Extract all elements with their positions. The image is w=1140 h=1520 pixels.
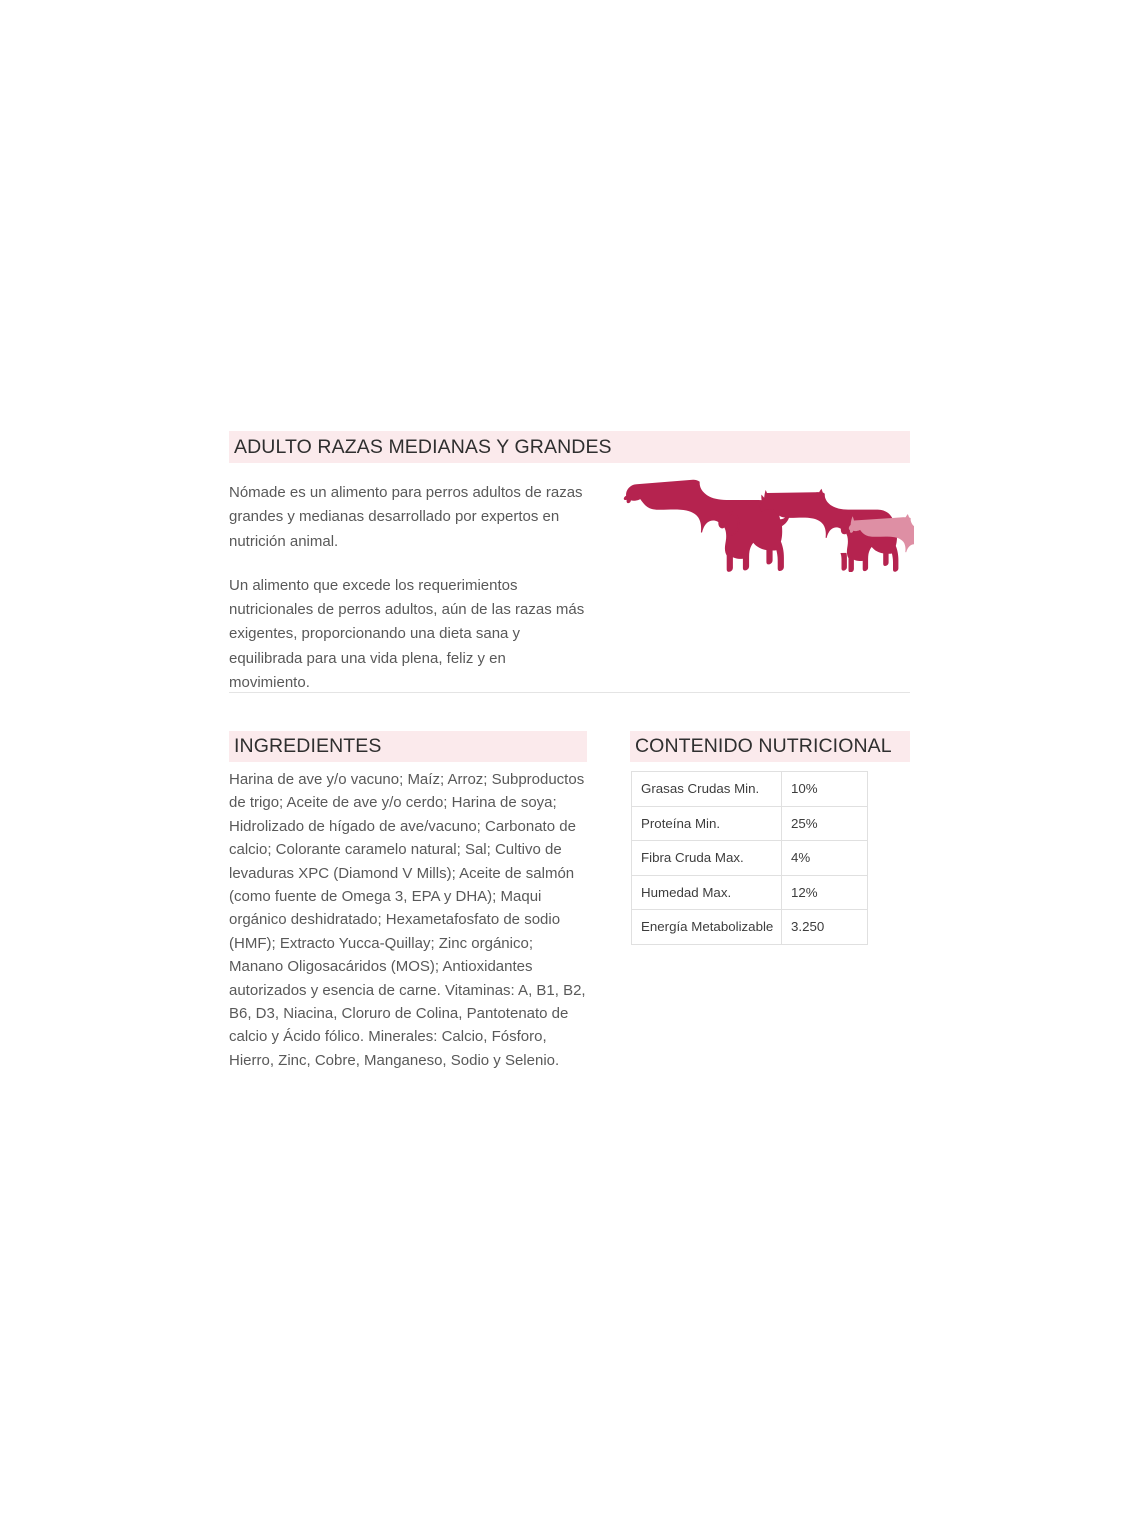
nutrient-label: Grasas Crudas Min. [632,772,782,807]
page-title: ADULTO RAZAS MEDIANAS Y GRANDES [234,435,612,458]
intro-paragraph-1: Nómade es un alimento para perros adultos de razas grandes y medianas desarrollado por expertos en nutrición animal. [229,484,583,550]
table-row [632,841,868,876]
table-row [632,806,868,841]
ingredients-text: Harina de ave y/o vacuno; Maíz; Arroz; Subproductos de trigo; Aceite de ave y/o cerdo; Harina de soya; Hidrolizado de hígado de ave/vacuno; Carbonato de calcio; Colorante caramelo natural; Sal; Cultivo de levaduras XPC (Diamond V Mills); Aceite de salmón (como fuente de Omega 3, EPA y DHA); Maqui orgánico deshidratado; Hexametafosfato de sodio (HMF); Extracto Yucca-Quillay; Zinc orgánico; Manano Oligosacáridos (MOS); Antioxidantes autorizados y esencia de carne. Vitaminas: A, B1, B2, B6, D3, Niacina, Cloruro de Colina, Pantotenato de calcio y Ácido fólico. Minerales: Calcio, Fósforo, Hierro, Zinc, Cobre, Manganeso, Sodio y Selenio. [229,771,586,1069]
nutrition-section-header [630,731,910,762]
main-section-header [229,431,910,463]
dog-size-comparison-illustration [618,472,914,572]
nutrient-label: Fibra Cruda Max. [632,841,782,876]
nutrition-table [631,771,868,945]
section-divider [229,692,910,693]
nutrient-label: Proteína Min. [632,806,782,841]
nutrient-value: 25% [782,806,868,841]
nutrition-title: CONTENIDO NUTRICIONAL [635,735,892,757]
table-row [632,875,868,910]
nutrient-value: 3.250 [782,910,868,945]
nutrition-table-body [632,772,868,945]
ingredients-section-header [229,731,587,762]
ingredients-title: INGREDIENTES [234,735,382,757]
nutrient-value: 10% [782,772,868,807]
nutrient-value: 4% [782,841,868,876]
nutrient-value: 12% [782,875,868,910]
intro-text-column [229,481,589,695]
nutrient-label: Humedad Max. [632,875,782,910]
table-row [632,772,868,807]
nutrient-label: Energía Metabolizable [632,910,782,945]
table-row [632,910,868,945]
intro-paragraph-2: Un alimento que excede los requerimientos nutricionales de perros adultos, aún de las razas más exigentes, proporcionando una dieta sana y equilibrada para una vida plena, feliz y en movimiento. [229,576,585,692]
